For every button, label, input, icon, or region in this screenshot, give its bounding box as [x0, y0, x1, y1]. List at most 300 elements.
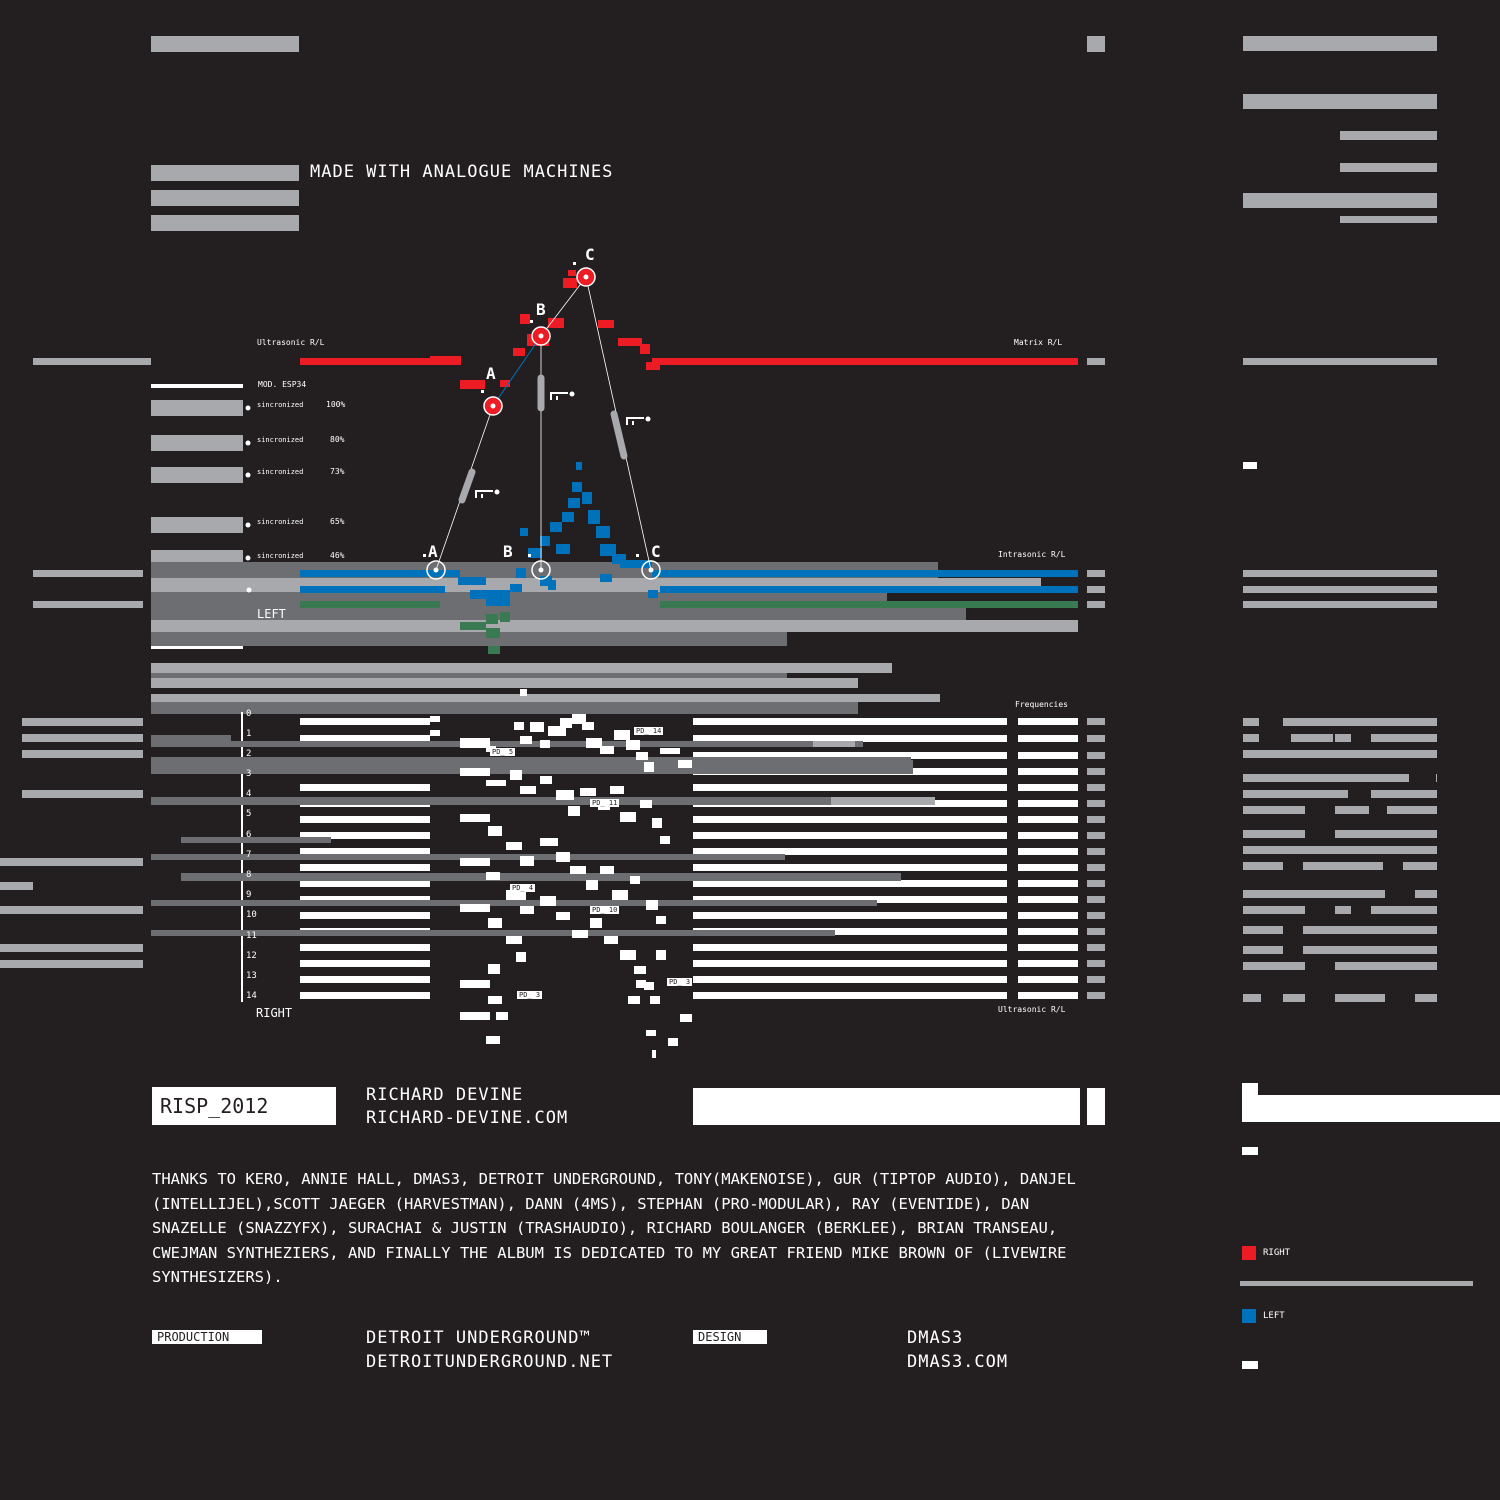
- side-bar: [1415, 994, 1437, 1002]
- frequency-noise: [630, 876, 640, 884]
- blue-signal-step: [540, 536, 550, 546]
- blue-signal-step: [556, 544, 570, 554]
- frequency-bar: [1018, 928, 1078, 935]
- side-bar: [1303, 862, 1383, 870]
- album-bar: [693, 1088, 1080, 1125]
- side-bar: [1243, 962, 1305, 970]
- side-bar: [1087, 570, 1105, 577]
- frequency-noise: [656, 950, 666, 960]
- frequency-bar: [1018, 784, 1078, 791]
- frequency-bar: [1018, 976, 1078, 983]
- legend-divider: [1240, 1281, 1473, 1286]
- frequency-bar: [1018, 992, 1078, 999]
- frequency-noise: [506, 842, 522, 850]
- frequency-bar: [300, 718, 430, 725]
- point-b-top: B: [536, 300, 546, 319]
- red-signal-step: [598, 320, 614, 328]
- connector-line: [493, 336, 541, 406]
- band-bar: [151, 678, 858, 688]
- side-bar: [1243, 750, 1437, 758]
- scale-tick: 13: [246, 971, 257, 981]
- frequency-bar: [1018, 752, 1078, 759]
- dot: [481, 390, 484, 393]
- frequency-bar: [1018, 896, 1078, 903]
- frequency-noise: [626, 740, 640, 750]
- scale-tick: 7: [246, 850, 252, 860]
- frequency-noise: [634, 966, 646, 974]
- frequencies-label: Frequencies: [1015, 700, 1068, 709]
- right-label: RIGHT: [256, 1006, 293, 1020]
- side-bar: [1371, 734, 1437, 742]
- frequency-noise: [506, 936, 522, 944]
- node-dot: [434, 568, 439, 573]
- scale-tick: 4: [246, 789, 252, 799]
- pd-label: PD_ 4: [512, 884, 534, 892]
- frequency-noise: [680, 1014, 692, 1022]
- band-bar: [151, 702, 858, 714]
- blue-signal-step: [600, 574, 612, 582]
- red-signal-step: [568, 270, 576, 276]
- frequency-noise: [488, 996, 502, 1004]
- frequency-bar: [1087, 848, 1105, 855]
- red-signal-step: [563, 278, 577, 288]
- design-name: DMAS3: [907, 1328, 964, 1348]
- frequency-noise: [556, 852, 570, 862]
- blue-signal-step: [596, 526, 610, 538]
- green-signal-step: [488, 646, 500, 654]
- frequency-bar: [1018, 832, 1078, 839]
- dot: [636, 554, 639, 557]
- pd-label: PD_ 3: [519, 991, 541, 999]
- side-bar: [1335, 906, 1351, 914]
- sync-dot: [246, 441, 251, 446]
- frequency-noise: [486, 1036, 500, 1044]
- dot: [530, 320, 533, 323]
- frequency-noise: [520, 736, 532, 744]
- green-signal-line: [300, 601, 440, 608]
- frequency-noise: [580, 788, 596, 796]
- band-bar: [151, 620, 1078, 632]
- node-dot: [584, 275, 589, 280]
- frequency-bar: [1018, 864, 1078, 871]
- side-bar: [1243, 806, 1305, 814]
- node-dot: [649, 568, 654, 573]
- frequency-shade: [151, 741, 863, 747]
- side-bar: [0, 960, 143, 968]
- frequency-noise: [488, 826, 502, 836]
- frequency-noise: [656, 916, 666, 924]
- frequency-bar: [1087, 928, 1105, 935]
- frequency-bar: [693, 832, 1007, 839]
- frequency-bar: [693, 992, 1007, 999]
- blue-signal-step: [562, 512, 574, 522]
- frequency-noise: [486, 780, 506, 786]
- side-bar: [1243, 926, 1283, 934]
- frequency-shade: [151, 797, 831, 805]
- right-bar: [1243, 193, 1437, 208]
- frequency-noise: [496, 1012, 508, 1020]
- side-bar: [22, 718, 143, 726]
- blue-signal-step: [648, 590, 658, 598]
- frequency-noise: [520, 906, 534, 914]
- sync-bar: [151, 517, 243, 533]
- production-name: DETROIT UNDERGROUND™: [366, 1328, 591, 1348]
- side-bar: [1243, 358, 1437, 365]
- side-bar: [1243, 890, 1385, 898]
- album-code: RISP_2012: [152, 1087, 336, 1125]
- sync-dot: [246, 523, 251, 528]
- side-bar: [0, 882, 33, 890]
- side-bar: [1243, 718, 1259, 726]
- blue-signal-step: [550, 522, 562, 532]
- side-bar: [1335, 962, 1437, 970]
- slider-pill: [614, 414, 624, 456]
- blue-signal-line: [660, 586, 1078, 593]
- frequency-bar: [1087, 976, 1105, 983]
- frequency-noise: [650, 996, 660, 1004]
- frequency-noise: [556, 912, 570, 920]
- sync-label: sincronized: [257, 401, 304, 409]
- green-signal-step: [500, 612, 510, 622]
- pd-label: PD_ 11: [592, 799, 618, 807]
- side-bar: [1403, 862, 1437, 870]
- key-glyph: [550, 392, 568, 394]
- blue-signal-line: [652, 570, 1078, 577]
- frequency-noise: [568, 806, 580, 816]
- blue-signal-step: [510, 584, 522, 592]
- scale-tick: 1: [246, 729, 252, 739]
- frequency-noise: [520, 856, 534, 866]
- frequency-bar: [1087, 912, 1105, 919]
- frequency-noise: [488, 964, 500, 974]
- red-signal-step: [430, 356, 461, 365]
- key-glyph: [556, 396, 558, 400]
- sync-bar: [151, 400, 243, 416]
- right-bar: [1340, 131, 1437, 140]
- side-bar: [1387, 806, 1437, 814]
- frequency-bar: [300, 944, 430, 951]
- side-bar: [0, 906, 143, 914]
- sync-bar: [151, 435, 243, 451]
- point-b-bottom: B: [503, 542, 513, 561]
- mod-label: MOD. ESP34: [258, 380, 307, 389]
- blue-signal-step: [548, 580, 556, 590]
- frequency-noise: [540, 838, 558, 846]
- frequency-bar: [300, 816, 430, 823]
- side-bar: [1335, 830, 1437, 838]
- red-signal-line: [652, 358, 1078, 365]
- side-bar: [1335, 994, 1385, 1002]
- frequency-shade: [151, 760, 913, 774]
- frequency-bar: [300, 976, 430, 983]
- band-bar: [151, 646, 243, 649]
- frequency-noise: [570, 866, 586, 874]
- blue-signal-step: [516, 568, 526, 578]
- frequency-noise: [636, 980, 646, 988]
- frequency-shade: [181, 873, 901, 881]
- frequency-noise: [430, 716, 440, 722]
- node-dot: [491, 404, 496, 409]
- side-bar: [22, 750, 143, 758]
- frequency-bar: [1087, 864, 1105, 871]
- header-bar: [151, 215, 299, 231]
- scale-tick: 5: [246, 809, 252, 819]
- green-signal-step: [460, 622, 486, 630]
- sync-label: sincronized: [257, 552, 304, 560]
- frequency-bar: [693, 960, 1007, 967]
- sync-value: 80%: [330, 435, 345, 444]
- marker: [520, 689, 527, 696]
- frequency-bar: [300, 880, 430, 887]
- sync-label: sincronized: [257, 518, 304, 526]
- pd-label: PD_ 14: [636, 727, 662, 735]
- frequency-noise: [678, 760, 692, 768]
- side-bar: [1291, 734, 1333, 742]
- ultrasonic-top-label: Ultrasonic R/L: [257, 338, 325, 347]
- sync-dot: [246, 473, 251, 478]
- frequency-bar: [1087, 768, 1105, 775]
- frequency-noise: [556, 790, 574, 800]
- frequency-noise: [614, 730, 630, 740]
- frequency-noise: [514, 722, 524, 730]
- frequency-bar: [1018, 848, 1078, 855]
- frequency-bar: [300, 784, 430, 791]
- header-bar: [151, 36, 299, 52]
- header-bar: [151, 190, 299, 206]
- right-bar: [1243, 94, 1437, 109]
- album-bar: [1242, 1095, 1500, 1122]
- scale-tick: 14: [246, 991, 257, 1001]
- side-bar: [33, 601, 143, 608]
- frequency-noise: [604, 936, 618, 944]
- frequency-noise: [530, 722, 544, 732]
- frequency-noise: [460, 858, 490, 866]
- key-glyph: [626, 417, 628, 425]
- point-c-top: C: [585, 245, 595, 264]
- red-signal-step: [520, 314, 530, 324]
- red-signal-step: [640, 344, 650, 354]
- frequency-bar: [1018, 960, 1078, 967]
- marker: [1242, 1147, 1258, 1155]
- design-tag: DESIGN: [693, 1330, 767, 1344]
- album-bar: [1087, 1088, 1105, 1125]
- frequency-bar: [1087, 735, 1105, 742]
- key-glyph: [475, 490, 493, 492]
- side-bar: [1335, 734, 1351, 742]
- side-bar: [1243, 570, 1437, 577]
- frequency-noise: [488, 918, 502, 928]
- header-square: [1087, 36, 1105, 52]
- blue-signal-line: [300, 586, 445, 593]
- frequency-bar: [300, 912, 430, 919]
- pd-label: PD_ 5: [492, 748, 514, 756]
- side-bar: [1087, 601, 1105, 608]
- subtitle: MADE WITH ANALOGUE MACHINES: [310, 162, 614, 182]
- side-bar: [1087, 586, 1105, 593]
- frequency-shade: [831, 797, 935, 805]
- sync-value: 100%: [326, 400, 346, 409]
- frequency-noise: [460, 904, 490, 912]
- frequency-bar: [693, 944, 1007, 951]
- frequency-bar: [1018, 768, 1078, 775]
- album-bar: [1242, 1083, 1258, 1097]
- frequency-shade: [181, 837, 331, 843]
- frequency-noise: [540, 776, 552, 784]
- point-a-top: A: [486, 364, 496, 383]
- production-tag: PRODUCTION: [152, 1330, 262, 1344]
- sync-value: 65%: [330, 517, 345, 526]
- side-bar: [1283, 994, 1305, 1002]
- red-signal-step: [513, 348, 525, 356]
- frequency-bar: [693, 864, 1007, 871]
- frequency-bar: [693, 735, 1007, 742]
- marker: [1242, 1361, 1258, 1369]
- artist-website[interactable]: RICHARD-DEVINE.COM: [366, 1108, 569, 1128]
- point-c-bottom: C: [651, 542, 661, 561]
- frequency-bar: [693, 912, 1007, 919]
- frequency-bar: [1087, 816, 1105, 823]
- frequency-noise: [460, 768, 490, 776]
- frequency-bar: [1018, 944, 1078, 951]
- side-bar: [33, 570, 143, 577]
- scale-tick: 2: [246, 749, 252, 759]
- key-glyph: [495, 490, 500, 495]
- blue-signal-step: [520, 528, 528, 536]
- frequency-noise: [636, 752, 648, 760]
- legend-swatch-right: [1242, 1246, 1256, 1260]
- right-bar: [1340, 163, 1437, 172]
- frequency-noise: [486, 872, 500, 880]
- legend-swatch-left: [1242, 1309, 1256, 1323]
- green-signal-step: [486, 614, 498, 624]
- frequency-bar: [300, 960, 430, 967]
- side-bar: [33, 358, 143, 365]
- thanks-text: THANKS TO KERO, ANNIE HALL, DMAS3, DETROIT UNDERGROUND, TONY(MAKENOISE), GUR (TIPTOP AUDIO), DANJEL (INTELLIJEL),SCOTT JAEGER (HARVESTMAN), DANN (4MS), STEPHAN (PRO-MODULAR), RAY (EVENTIDE), DAN SNAZELLE (SNAZZYFX), SURACHAI & JUSTIN (TRASHAUDIO), RICHARD BOULANGER (BERKLEE), BRIAN TRANSEAU, CWEJMAN SYNTHEZIERS, AND FINALLY THE ALBUM IS DEDICATED TO MY GREAT FRIEND MIKE BROWN OF (LIVEWIRE SYNTHESIZERS).: [152, 1170, 1076, 1286]
- frequency-bar: [693, 816, 1007, 823]
- side-bar: [1243, 790, 1348, 798]
- dot: [528, 554, 531, 557]
- side-bar: [1303, 926, 1437, 934]
- blue-signal-step: [486, 598, 510, 606]
- side-bar: [1436, 774, 1437, 782]
- red-signal-step: [460, 380, 485, 389]
- blue-signal-step: [588, 510, 600, 524]
- legend-label-left: LEFT: [1263, 1311, 1285, 1321]
- sync-dot: [246, 556, 251, 561]
- frequency-bar: [1087, 992, 1105, 999]
- artist-name: RICHARD DEVINE: [366, 1085, 524, 1105]
- frequency-noise: [540, 740, 550, 748]
- scale-tick: 11: [246, 931, 257, 941]
- mod-line: [151, 384, 243, 388]
- frequency-noise: [460, 1012, 490, 1020]
- side-bar: [22, 734, 143, 742]
- pd-label: PD_ 3: [669, 978, 691, 986]
- frequency-bar: [1087, 752, 1105, 759]
- ultrasonic-bottom-label: Ultrasonic R/L: [998, 1005, 1066, 1014]
- key-glyph: [481, 494, 483, 498]
- blue-signal-step: [576, 462, 582, 470]
- band-bar: [151, 663, 892, 673]
- red-signal-line: [300, 358, 430, 365]
- design-url[interactable]: DMAS3.COM: [907, 1352, 1009, 1372]
- scale-tick: 6: [246, 830, 252, 840]
- side-bar: [1243, 862, 1283, 870]
- frequency-noise: [646, 900, 658, 910]
- frequency-bar: [1087, 718, 1105, 725]
- left-label: LEFT: [257, 607, 286, 621]
- frequency-bar: [693, 848, 1007, 855]
- sync-label: sincronized: [257, 468, 304, 476]
- band-bar: [151, 632, 787, 646]
- scale-tick: 3: [246, 769, 252, 779]
- frequency-noise: [516, 952, 526, 962]
- frequency-noise: [668, 1038, 678, 1046]
- frequency-noise: [652, 818, 662, 828]
- green-signal-step: [486, 628, 500, 638]
- frequency-noise: [460, 814, 490, 822]
- blue-signal-step: [470, 590, 510, 599]
- frequency-bar: [1087, 960, 1105, 967]
- right-bar: [1243, 36, 1437, 51]
- frequency-bar: [1087, 880, 1105, 887]
- frequency-noise: [646, 1030, 656, 1036]
- sync-value: 73%: [330, 467, 345, 476]
- production-url[interactable]: DETROITUNDERGROUND.NET: [366, 1352, 614, 1372]
- side-bar: [1243, 734, 1259, 742]
- blue-signal-step: [572, 482, 582, 492]
- frequency-noise: [460, 980, 490, 988]
- side-bar: [1303, 946, 1437, 954]
- frequency-noise: [640, 800, 652, 808]
- frequency-bar: [693, 976, 1007, 983]
- side-bar: [1415, 890, 1437, 898]
- legend-label-right: RIGHT: [1263, 1248, 1291, 1258]
- frequency-bar: [300, 992, 430, 999]
- key-glyph: [570, 392, 575, 397]
- frequency-bar: [300, 864, 430, 871]
- frequency-bar: [693, 718, 1007, 725]
- side-bar: [0, 858, 143, 866]
- blue-signal-step: [620, 560, 638, 568]
- key-glyph: [475, 490, 477, 498]
- frequency-bar: [1087, 944, 1105, 951]
- green-signal-line: [660, 601, 1078, 608]
- frequency-bar: [1087, 800, 1105, 807]
- frequency-noise: [600, 746, 614, 754]
- blue-signal-step: [568, 498, 580, 508]
- point-a-bottom: A: [428, 542, 438, 561]
- frequency-noise: [460, 738, 490, 748]
- frequency-noise: [660, 836, 670, 844]
- side-bar: [1335, 806, 1369, 814]
- pd-label: PD_ 10: [592, 906, 618, 914]
- frequency-bar: [1018, 735, 1078, 742]
- frequency-noise: [560, 718, 572, 728]
- frequency-noise: [510, 770, 522, 780]
- frequency-shade: [813, 741, 855, 747]
- frequency-bar: [693, 880, 1007, 887]
- frequency-noise: [610, 786, 624, 794]
- side-bar: [1087, 358, 1105, 365]
- frequency-bar: [1087, 832, 1105, 839]
- blue-signal-step: [458, 577, 486, 585]
- side-bar: [1243, 601, 1437, 608]
- blue-signal-step: [582, 492, 592, 504]
- frequency-noise: [612, 890, 628, 900]
- sync-label: sincronized: [257, 436, 304, 444]
- scale-tick: 12: [246, 951, 257, 961]
